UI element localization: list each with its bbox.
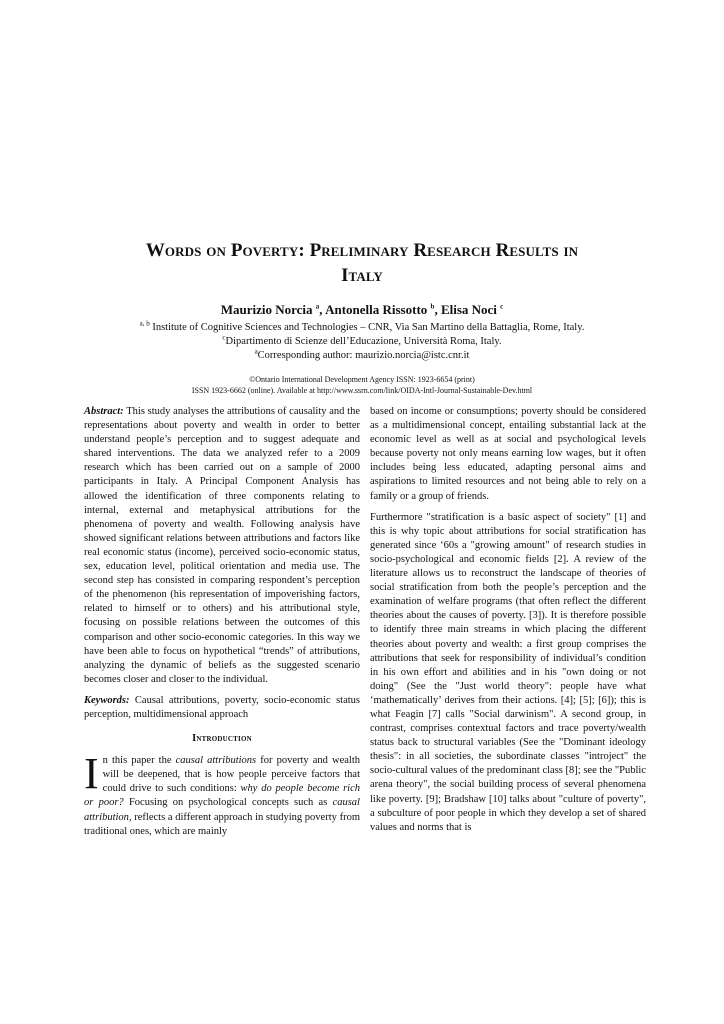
affiliation-2-text: Dipartimento di Scienze dell’Educazione, Università Roma, Italy. (225, 336, 502, 347)
right-paragraph-2: Furthermore "stratification is a basic aspect of society" [1] and this is why topic about attributions for social stratification has generated since ‘60s a "growing amount" of research studies in socio-psychological and economic fields [2]. A review of the literature allows us to reconstruct the landscape of theories of social stratification from both the people’s perception and the examination of welfare programs (that often reflect the different theories about the causes of poverty. [3]). It is therefore possible to identify three main streams in which placing the different theories about poverty and wealth: a first group comprises the attributions that seek for responsibility of individual’s condition in his own effort and abilities and in his "own doing or not doing" (See the "Just world theory": people have what ‘mathematically’ derives from their actions. [4]; [5]; [6]); this is what Feagin [7] calls "Social darwinism". A second group, in contrast, comprises contextual factors and trace poverty/wealth status back to structural variables (See the "Dominant ideology thesis": in all societies, the subordinate classes "introject" the socio-cultural values of the predominant class [8]; see the "Public arena theory", the social building process of several phenomena like poverty. [9]; Bradshaw [10] talks about "culture of poverty", a subculture of poor people in which they develop a set of shared values and norms that is (370, 511, 646, 833)
introduction-heading: Introduction (192, 733, 252, 745)
keywords-text: Causal attributions, poverty, socio-economic status perception, multidimensional approach (84, 694, 361, 720)
abstract (84, 405, 360, 687)
intro-seg4: why do people become rich or poor? (84, 783, 360, 809)
corresponding-author-text: Corresponding author: maurizio.norcia@istc.cnr.it (257, 350, 470, 361)
intro-seg2: causal attributions (175, 755, 257, 767)
intro-seg3: for poverty and wealth will be deepened, that is how people perceive factors that could drive to such conditions: (102, 755, 360, 795)
left-column (84, 405, 360, 846)
keywords (84, 694, 360, 722)
affiliation-2 (0, 335, 724, 349)
issn-line-2: ISSN 1923-6662 (online). Available at http://www.ssrn.com/link/OIDA-Intl-Journal-Sustainable-Dev.html (191, 386, 533, 395)
right-paragraph-1: based on income or consumptions; poverty should be considered as a multidimensional concept, entailing substantial lack at the economic level as well as at social and psychological levels because poverty not only means earning low wages, but it often includes being less educated, adapting personal aims and aspirations to limited resources and not being able to rely on a family or a group of friends. (370, 406, 646, 502)
right-column (370, 405, 646, 842)
author-1-sup: a (315, 302, 320, 311)
keywords-label: Keywords: (84, 694, 130, 706)
author-3-sup: c (500, 302, 504, 311)
paper-title (0, 238, 724, 288)
introduction-paragraph (84, 749, 360, 839)
intro-seg5: Focusing on psychological concepts such as (123, 797, 333, 809)
affiliation-1-sup: a, b (139, 319, 150, 328)
intro-seg1: n this paper the (102, 755, 176, 767)
author-1: Maurizio Norcia (220, 302, 313, 317)
paper-title-line2: Italy (341, 265, 383, 286)
drop-cap: I (84, 749, 99, 799)
author-2: Antonella Rissotto (325, 302, 428, 317)
abstract-label: Abstract: (84, 406, 124, 417)
author-3: Elisa Noci (440, 302, 497, 317)
author-list (0, 302, 724, 318)
author-sep: , (319, 302, 326, 317)
intro-seg7: , reflects a different approach in studying poverty from traditional ones, which are mainly (84, 811, 360, 837)
author-sep: , (434, 302, 441, 317)
affiliation-2-sup: c (222, 333, 226, 342)
intro-seg6: causal attribution (84, 797, 360, 823)
corresponding-author-sup: a (254, 347, 258, 356)
issn-line-1: ©Ontario International Development Agency ISSN: 1923-6654 (print) (249, 375, 475, 384)
affiliation-1 (0, 321, 724, 335)
paper-title-line1: Words on Poverty: Preliminary Research Results in (145, 240, 579, 261)
author-2-sup: b (430, 302, 435, 311)
abstract-text: This study analyses the attributions of causality and the representations about poverty and wealth in order to better understand people’s perception and to suggest adequate and shared interventions. The data we analyzed refer to a 2009 research which has been carried out on a sample of 2000 participants in Italy. A Principal Component Analysis has allowed the identification of three components relating to internal, external and metaphysical attributions for the phenomena of poverty and wealth. Following analysis have showed significant relations between attributions and factors like real economic status (income), perceived socio-economic status, sex, education level, political orientation and media use. The second step has consisted in comparing respondent’s perception of the phenomenon (his representation of impoverishing factors, related to himself or to others) and his attributional style, focusing on possible relations between the outcomes of this comparison and other socio-economic categories. In this way we have been able to focus on hypothetical “trends” of attributions, analyzing the dynamic of beliefs as the suggested scenario becomes closer and closer to the individual. (84, 406, 361, 685)
corresponding-author (0, 349, 724, 363)
affiliation-1-text: Institute of Cognitive Sciences and Technologies – CNR, Via San Martino della Battaglia, Rome, Italy. (152, 322, 585, 333)
